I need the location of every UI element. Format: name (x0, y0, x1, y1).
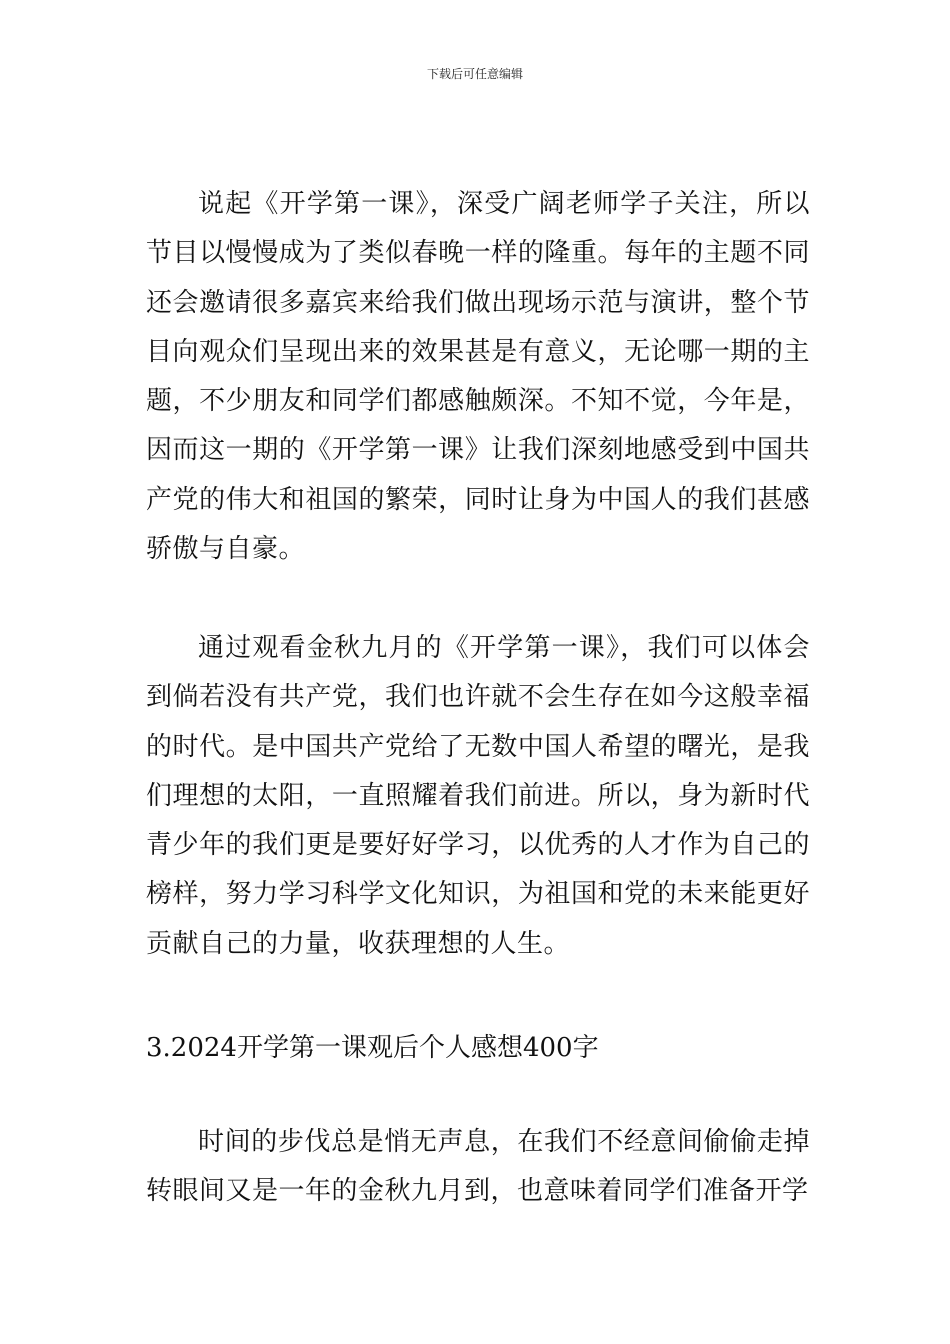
page-header: 下载后可任意编辑 (426, 67, 523, 81)
body-paragraph-2: 通过观看金秋九月的《开学第一课》，我们可以体会到倘若没有共产党，我们也许就不会生存在如今这般幸福的时代。是中国共产党给了无数中国人希望的曙光，是我们理想的太阳，一直照耀着我们前进。所以，身为新时代青少年的我们更是要好好学习，以优秀的人才作为自己的榜样，努力学习科学文化知识，为祖国和党的未来能更好贡献自己的力量，收获理想的人生。 (146, 633, 810, 959)
section-heading: 3.2024开学第一课观后个人感想400字 (146, 1033, 599, 1063)
body-paragraph-3: 时间的步伐总是悄无声息，在我们不经意间偷偷走掉转眼间又是一年的金秋九月到，也意味着同学们准备开学 (146, 1127, 810, 1207)
body-paragraph-1: 说起《开学第一课》，深受广阔老师学子关注，所以节目以慢慢成为了类似春晚一样的隆重。每年的主题不同还会邀请很多嘉宾来给我们做出现场示范与演讲，整个节目向观众们呈现出来的效果甚是有意义，无论哪一期的主题，不少朋友和同学们都感触颇深。不知不觉，今年是，因而这一期的《开学第一课》让我们深刻地感受到中国共产党的伟大和祖国的繁荣，同时让身为中国人的我们甚感骄傲与自豪。 (146, 189, 810, 565)
